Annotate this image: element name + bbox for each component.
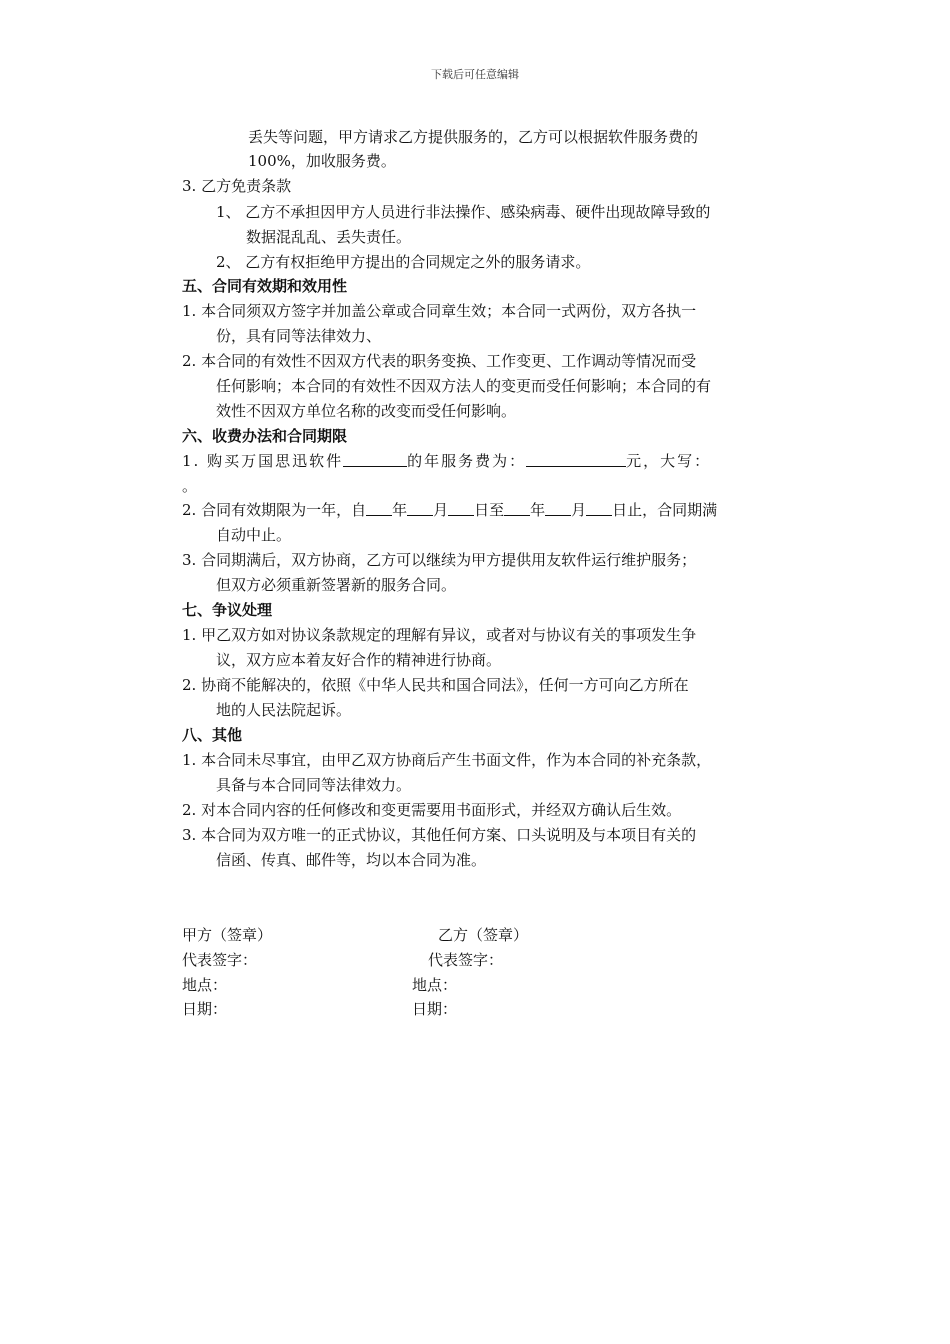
list-item-continuation: 数据混乱乱、丢失责任。: [246, 228, 412, 246]
section-heading: 七、争议处理: [182, 601, 273, 619]
list-item: 1. 本合同须双方签字并加盖公章或合同章生效；本合同一式两份，双方各执一: [182, 302, 697, 320]
party-a-rep-label: 代表签字：: [182, 951, 258, 969]
list-item: 2. 对本合同内容的任何修改和变更需要用书面形式，并经双方确认后生效。: [182, 801, 682, 819]
term-text: 2. 合同有效期限为一年，自: [182, 501, 367, 519]
start-year-blank[interactable]: [366, 501, 392, 516]
term-line: [182, 500, 717, 520]
list-item-continuation: 地的人民法院起诉。: [216, 701, 352, 719]
list-item-continuation: 任何影响；本合同的有效性不因双方法人的变更而受任何影响；本合同的有: [216, 377, 712, 395]
list-item: 1、 乙方不承担因甲方人员进行非法操作、感染病毒、硬件出现故障导致的: [216, 203, 711, 221]
list-item-continuation: 份，具有同等法律效力、: [216, 327, 382, 345]
list-item: 1. 本合同未尽事宜，由甲乙双方协商后产生书面文件，作为本合同的补充条款，: [182, 751, 712, 769]
software-blank[interactable]: [343, 452, 407, 467]
end-year-blank[interactable]: [504, 501, 530, 516]
list-item-continuation: 但双方必须重新签署新的服务合同。: [216, 576, 457, 594]
party-b-place-label: 地点：: [412, 976, 458, 994]
list-item: 3. 本合同为双方唯一的正式协议，其他任何方案、口头说明及与本项目有关的: [182, 826, 697, 844]
term-text: 月: [571, 501, 587, 519]
list-item: 2. 本合同的有效性不因双方代表的职务变换、工作变更、工作调动等情况而受: [182, 352, 697, 370]
paragraph-line: 100%，加收服务费。: [248, 152, 396, 170]
list-item-continuation: 具备与本合同同等法律效力。: [216, 776, 412, 794]
term-text: 月: [433, 501, 449, 519]
subsection-title: 3. 乙方免责条款: [182, 177, 292, 195]
list-item: 2. 协商不能解决的，依照《中华人民共和国合同法》，任何一方可向乙方所在: [182, 676, 689, 694]
party-a-date-label: 日期：: [182, 1000, 228, 1018]
list-item-continuation: 信函、传真、邮件等，均以本合同为准。: [216, 851, 487, 869]
party-a-place-label: 地点：: [182, 976, 228, 994]
list-item: 2、 乙方有权拒绝甲方提出的合同规定之外的服务请求。: [216, 253, 591, 271]
end-day-blank[interactable]: [586, 501, 612, 516]
fee-text: 的年服务费为：: [407, 452, 527, 470]
party-b-rep-label: 代表签字：: [428, 951, 504, 969]
fee-text: 元，大写：: [626, 452, 712, 470]
start-day-blank[interactable]: [448, 501, 474, 516]
party-b-seal-label: 乙方（签章）: [438, 926, 529, 944]
term-text: 年: [530, 501, 546, 519]
amount-blank[interactable]: [526, 452, 626, 467]
list-item: 3. 合同期满后，双方协商，乙方可以继续为甲方提供用友软件运行维护服务；: [182, 551, 697, 569]
term-text: 日止，合同期满: [612, 501, 718, 519]
term-text: 年: [392, 501, 408, 519]
section-heading: 五、合同有效期和效用性: [182, 277, 348, 295]
list-item: 1. 甲乙双方如对协议条款规定的理解有异议，或者对与协议有关的事项发生争: [182, 626, 697, 644]
page-header: 下载后可任意编辑: [431, 68, 519, 81]
section-heading: 六、收费办法和合同期限: [182, 427, 348, 445]
list-item-continuation: 自动中止。: [216, 526, 292, 544]
paragraph-line: 丢失等问题，甲方请求乙方提供服务的，乙方可以根据软件服务费的: [248, 128, 699, 146]
fee-line-end: 。: [182, 477, 198, 495]
fee-text: 1. 购买万国思迅软件: [182, 452, 344, 470]
list-item-continuation: 效性不因双方单位名称的改变而受任何影响。: [216, 402, 517, 420]
list-item-continuation: 议，双方应本着友好合作的精神进行协商。: [216, 651, 502, 669]
section-heading: 八、其他: [182, 726, 243, 744]
fee-line: [182, 451, 711, 471]
party-b-date-label: 日期：: [412, 1000, 458, 1018]
end-month-blank[interactable]: [545, 501, 571, 516]
start-month-blank[interactable]: [407, 501, 433, 516]
party-a-seal-label: 甲方（签章）: [182, 926, 273, 944]
term-text: 日至: [474, 501, 505, 519]
